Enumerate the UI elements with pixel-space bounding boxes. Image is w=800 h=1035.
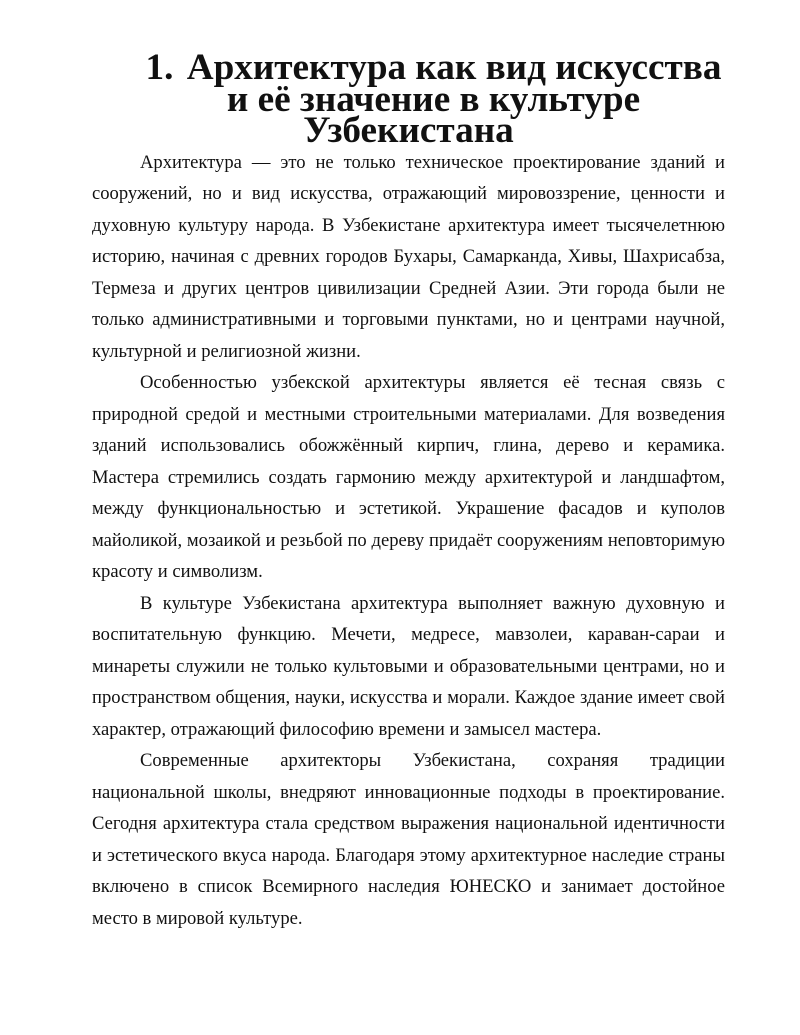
paragraph-1: Архитектура — это не только техническое проектирование зданий и сооружений, но и вид искусства, отражающий мировоззрение, ценности и духовную культуру народа. В Узбекистане архитектура имеет тысячелетнюю историю, начиная с древних городов Бухары, Самарканда, Хивы, Шахрисабза, Термеза и других центров цивилизации Средней Азии. Эти города были не только административными и торговыми пунктами, но и центрами научной, культурной и религиозной жизни. bbox=[92, 151, 725, 362]
section-heading bbox=[92, 47, 725, 151]
paragraph-4: Современные архитекторы Узбекистана, сохраняя традиции национальной школы, внедряют инновационные подходы в проектирование. Сегодня архитектура стала средством выражения национальной идентичности и эстетического вкуса народа. Благодаря этому архитектурное наследие страны включено в список Всемирного наследия ЮНЕСКО и занимает достойное место в мировой культуре. bbox=[92, 750, 725, 929]
section-title-line2: Узбекистана bbox=[303, 110, 514, 151]
paragraph-3: В культуре Узбекистана архитектура выполняет важную духовную и воспитательную функцию. Мечети, медресе, мавзолеи, караван-сараи и минареты служили не только культовыми и образовательными центрами, но и пространством общения, науки, искусства и морали. Каждое здание имеет свой характер, отражающий философию времени и замысел мастера. bbox=[92, 592, 725, 740]
paragraph-2: Особенностью узбекской архитектуры является её тесная связь с природной средой и местными строительными материалами. Для возведения зданий использовались обожжённый кирпич, глина, дерево и керамика. Мастера стремились создать гармонию между архитектурой и ландшафтом, между функциональностью и эстетикой. Украшение фасадов и куполов майоликой, мозаикой и резьбой по дереву придаёт сооружениям неповторимую красоту и символизм. bbox=[92, 372, 725, 582]
section-title-line1: Архитектура как вид искусства и её значение в культуре bbox=[186, 47, 722, 120]
document-body bbox=[92, 47, 725, 934]
section-number: 1. bbox=[145, 47, 174, 88]
